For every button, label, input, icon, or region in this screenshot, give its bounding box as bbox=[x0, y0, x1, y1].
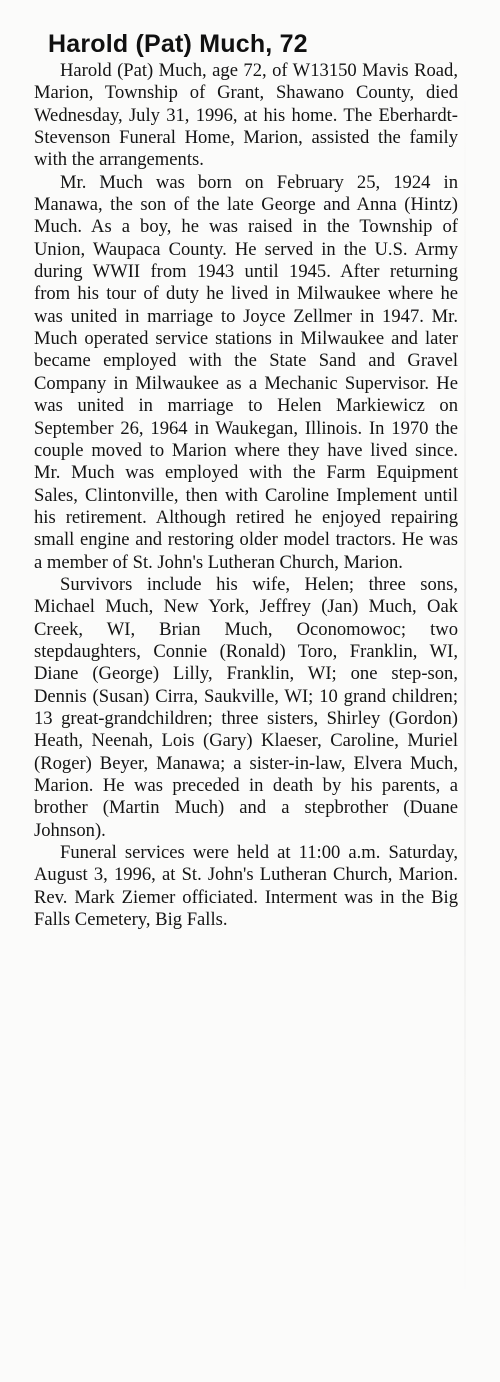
clipping-edge-shadow bbox=[464, 80, 466, 1310]
obituary-headline: Harold (Pat) Much, 72 bbox=[48, 30, 308, 58]
obituary-column bbox=[34, 28, 458, 931]
obituary-paragraph-biography: Mr. Much was born on February 25, 1924 in Manawa, the son of the late George and Anna (Hintz) Much. As a boy, he was raised in the Township of Union, Waupaca County. He served in the U.S. Army during WWII from 1943 until 1945. After returning from his tour of duty he lived in Milwaukee where he was united in marriage to Joyce Zellmer in 1947. Mr. Much operated service stations in Milwaukee and later became employed with the State Sand and Gravel Company in Milwaukee as a Mechanic Supervisor. He was united in marriage to Helen Markiewicz on September 26, 1964 in Waukegan, Illinois. In 1970 the couple moved to Marion where they have lived since. Mr. Much was employed with the Farm Equipment Sales, Clintonville, then with Caroline Implement until his retirement. Although retired he enjoyed repairing small engine and restoring older model tractors. He was a member of St. John's Lutheran Church, Marion. bbox=[34, 171, 458, 573]
obituary-paragraph-survivors: Survivors include his wife, Helen; three sons, Michael Much, New York, Jeffrey (Jan) Much, Oak Creek, WI, Brian Much, Oconomowoc; two stepdaughters, Connie (Ronald) Toro, Franklin, WI, Diane (George) Lilly, Franklin, WI; one step-son, Dennis (Susan) Cirra, Saukville, WI; 10 grand children; 13 great-grandchildren; three sisters, Shirley (Gordon) Heath, Neenah, Lois (Gary) Klaeser, Caroline, Muriel (Roger) Beyer, Manawa; a sister-in-law, Elvera Much, Marion. He was preceded in death by his parents, a brother (Martin Much) and a stepbrother (Duane Johnson). bbox=[34, 573, 458, 841]
obituary-paragraph-services: Funeral services were held at 11:00 a.m. Saturday, August 3, 1996, at St. John's Lutheran Church, Marion. Rev. Mark Ziemer officiated. Interment was in the Big Falls Cemetery, Big Falls. bbox=[34, 842, 458, 931]
obituary-paragraph-intro: Harold (Pat) Much, age 72, of W13150 Mavis Road, Marion, Township of Grant, Shawano County, died Wednesday, July 31, 1996, at his home. The Eberhardt-Stevenson Funeral Home, Marion, assisted the family with the arrangements. bbox=[34, 60, 458, 171]
